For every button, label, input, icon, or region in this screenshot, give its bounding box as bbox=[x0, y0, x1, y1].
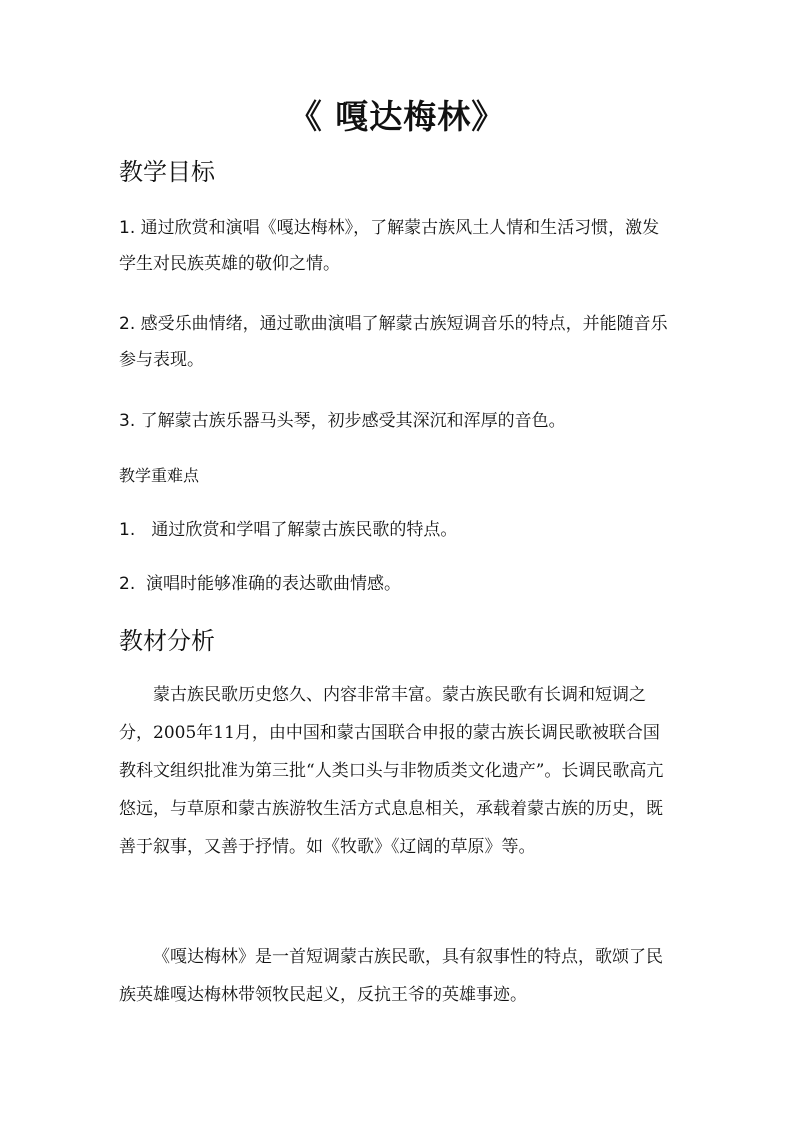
analysis-paragraph-2: 《嘎达梅林》是一首短调蒙古族民歌，具有叙事性的特点，歌颂了民族英雄嘎达梅林带领牧民起义，反抗王爷的英雄事迹。 bbox=[119, 947, 663, 1005]
goal-item-2: 2. 感受乐曲情绪，通过歌曲演唱了解蒙古族短调音乐的特点，并能随音乐参与表现。 bbox=[119, 314, 668, 370]
goal-item-1: 1. 通过欣赏和演唱《嘎达梅林》，了解蒙古族风土人情和生活习惯，激发学生对民族英雄的敬仰之情。 bbox=[119, 218, 660, 274]
key-point-item-2: 2. 演唱时能够准确的表达歌曲情感。 bbox=[119, 574, 402, 594]
section-heading-key-points: 教学重难点 bbox=[119, 466, 200, 485]
goal-item-3: 3. 了解蒙古族乐器马头琴，初步感受其深沉和浑厚的音色。 bbox=[119, 411, 566, 431]
section-heading-goals: 教学目标 bbox=[119, 158, 215, 186]
analysis-paragraph-1: 蒙古族民歌历史悠久、内容非常丰富。蒙古族民歌有长调和短调之分，2005年11月，由中国和蒙古国联合申报的蒙古族长调民歌被联合国教科文组织批准为第三批“人类口头与非物质类文化遗产”。长调民歌高亢悠远，与草原和蒙古族游牧生活方式息息相关，承载着蒙古族的历史，既善于叙事，又善于抒情。如《牧歌》《辽阔的草原》等。 bbox=[119, 685, 664, 857]
document-title: 《 嘎达梅林》 bbox=[288, 97, 506, 136]
section-heading-analysis: 教材分析 bbox=[119, 627, 215, 655]
key-point-item-1: 1. 通过欣赏和学唱了解蒙古族民歌的特点。 bbox=[119, 520, 458, 540]
